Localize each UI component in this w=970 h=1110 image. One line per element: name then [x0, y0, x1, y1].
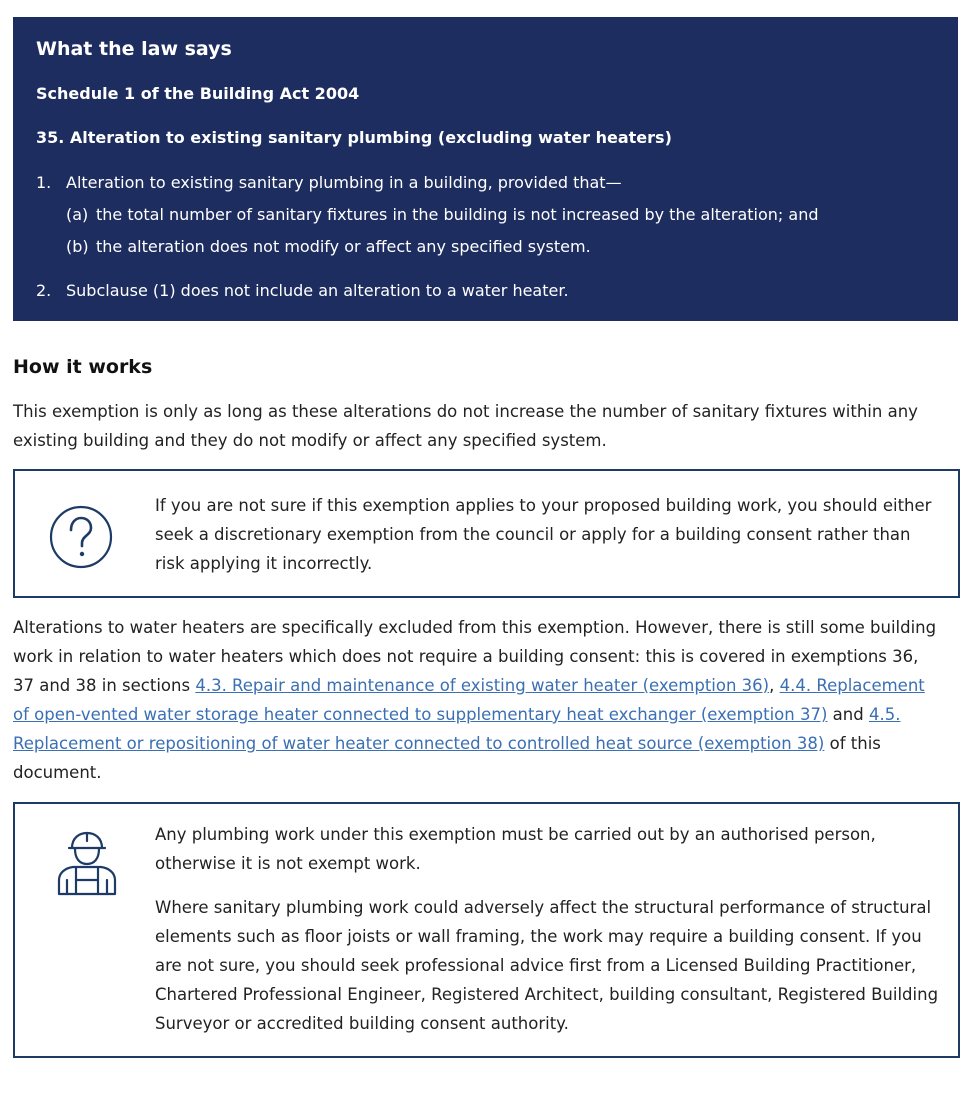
question-circle-icon — [49, 505, 113, 573]
separator: and — [827, 705, 869, 724]
link-exemption-38[interactable]: 4.5. Replacement or repositioning of water heater connected to controlled heat source (exemption 38) — [13, 705, 901, 753]
callout-worker-paragraph-2: Where sanitary plumbing work could adversely affect the structural performance of structural elements such as floor joists or wall framing, the work may require a building consent. If you are not sure, you should seek professional advice first from a Licensed Building Practitioner, Chartered Professional Engineer, Registered Architect, building consultant, Registered Building Surveyor or accredited building consent authority. — [155, 898, 939, 1033]
clause-number: 1. — [36, 173, 52, 192]
clause-text: Subclause (1) does not include an alteration to a water heater. — [66, 281, 569, 300]
clause-item — [36, 280, 935, 302]
callout-question — [13, 469, 960, 598]
subclause-item — [66, 204, 935, 226]
law-box-title: What the law says — [36, 38, 232, 60]
separator: , — [769, 676, 780, 695]
law-schedule: Schedule 1 of the Building Act 2004 — [36, 84, 360, 103]
clause-number: 2. — [36, 281, 52, 300]
clause-text: Alteration to existing sanitary plumbing in a building, provided that— — [66, 173, 622, 192]
callout-question-text: If you are not sure if this exemption applies to your proposed building work, you should either seek a discretionary exemption from the council or apply for a building consent rather than risk applying it incorrectly. — [155, 496, 932, 573]
link-exemption-37[interactable]: 4.4. Replacement of open-vented water storage heater connected to supplementary heat exchanger (exemption 37) — [13, 676, 925, 724]
law-box — [13, 17, 958, 321]
construction-worker-icon — [49, 828, 125, 902]
callout-worker — [13, 802, 960, 1058]
subclause-letter: (b) — [66, 237, 89, 256]
link-exemption-36[interactable]: 4.3. Repair and maintenance of existing water heater (exemption 36) — [195, 676, 770, 695]
clause-item — [36, 172, 935, 258]
how-it-works-paragraph: This exemption is only as long as these alterations do not increase the number of sanitary fixtures within any existing building and they do not modify or affect any specified system. — [13, 402, 918, 450]
subclause-list — [66, 204, 935, 258]
subclause-item — [66, 236, 935, 258]
clause-heading: 35. Alteration to existing sanitary plumbing (excluding water heaters) — [36, 128, 672, 147]
water-heaters-paragraph — [13, 613, 943, 787]
subclause-letter: (a) — [66, 205, 89, 224]
water-heaters-text-end: of this document. — [13, 734, 881, 782]
subclause-text: the total number of sanitary fixtures in the building is not increased by the alteration; and — [96, 205, 819, 224]
subclause-text: the alteration does not modify or affect any specified system. — [96, 237, 591, 256]
how-it-works-heading: How it works — [13, 356, 153, 378]
water-heaters-text: Alterations to water heaters are specifically excluded from this exemption. However, there is still some building work in relation to water heaters which does not require a building consent: this is covered in exemptions 36, 37 and 38 in sections — [13, 618, 937, 695]
callout-worker-paragraph-1: Any plumbing work under this exemption must be carried out by an authorised person, otherwise it is not exempt work. — [155, 825, 876, 873]
clause-list — [36, 172, 935, 302]
callout-worker-text — [155, 820, 945, 1053]
